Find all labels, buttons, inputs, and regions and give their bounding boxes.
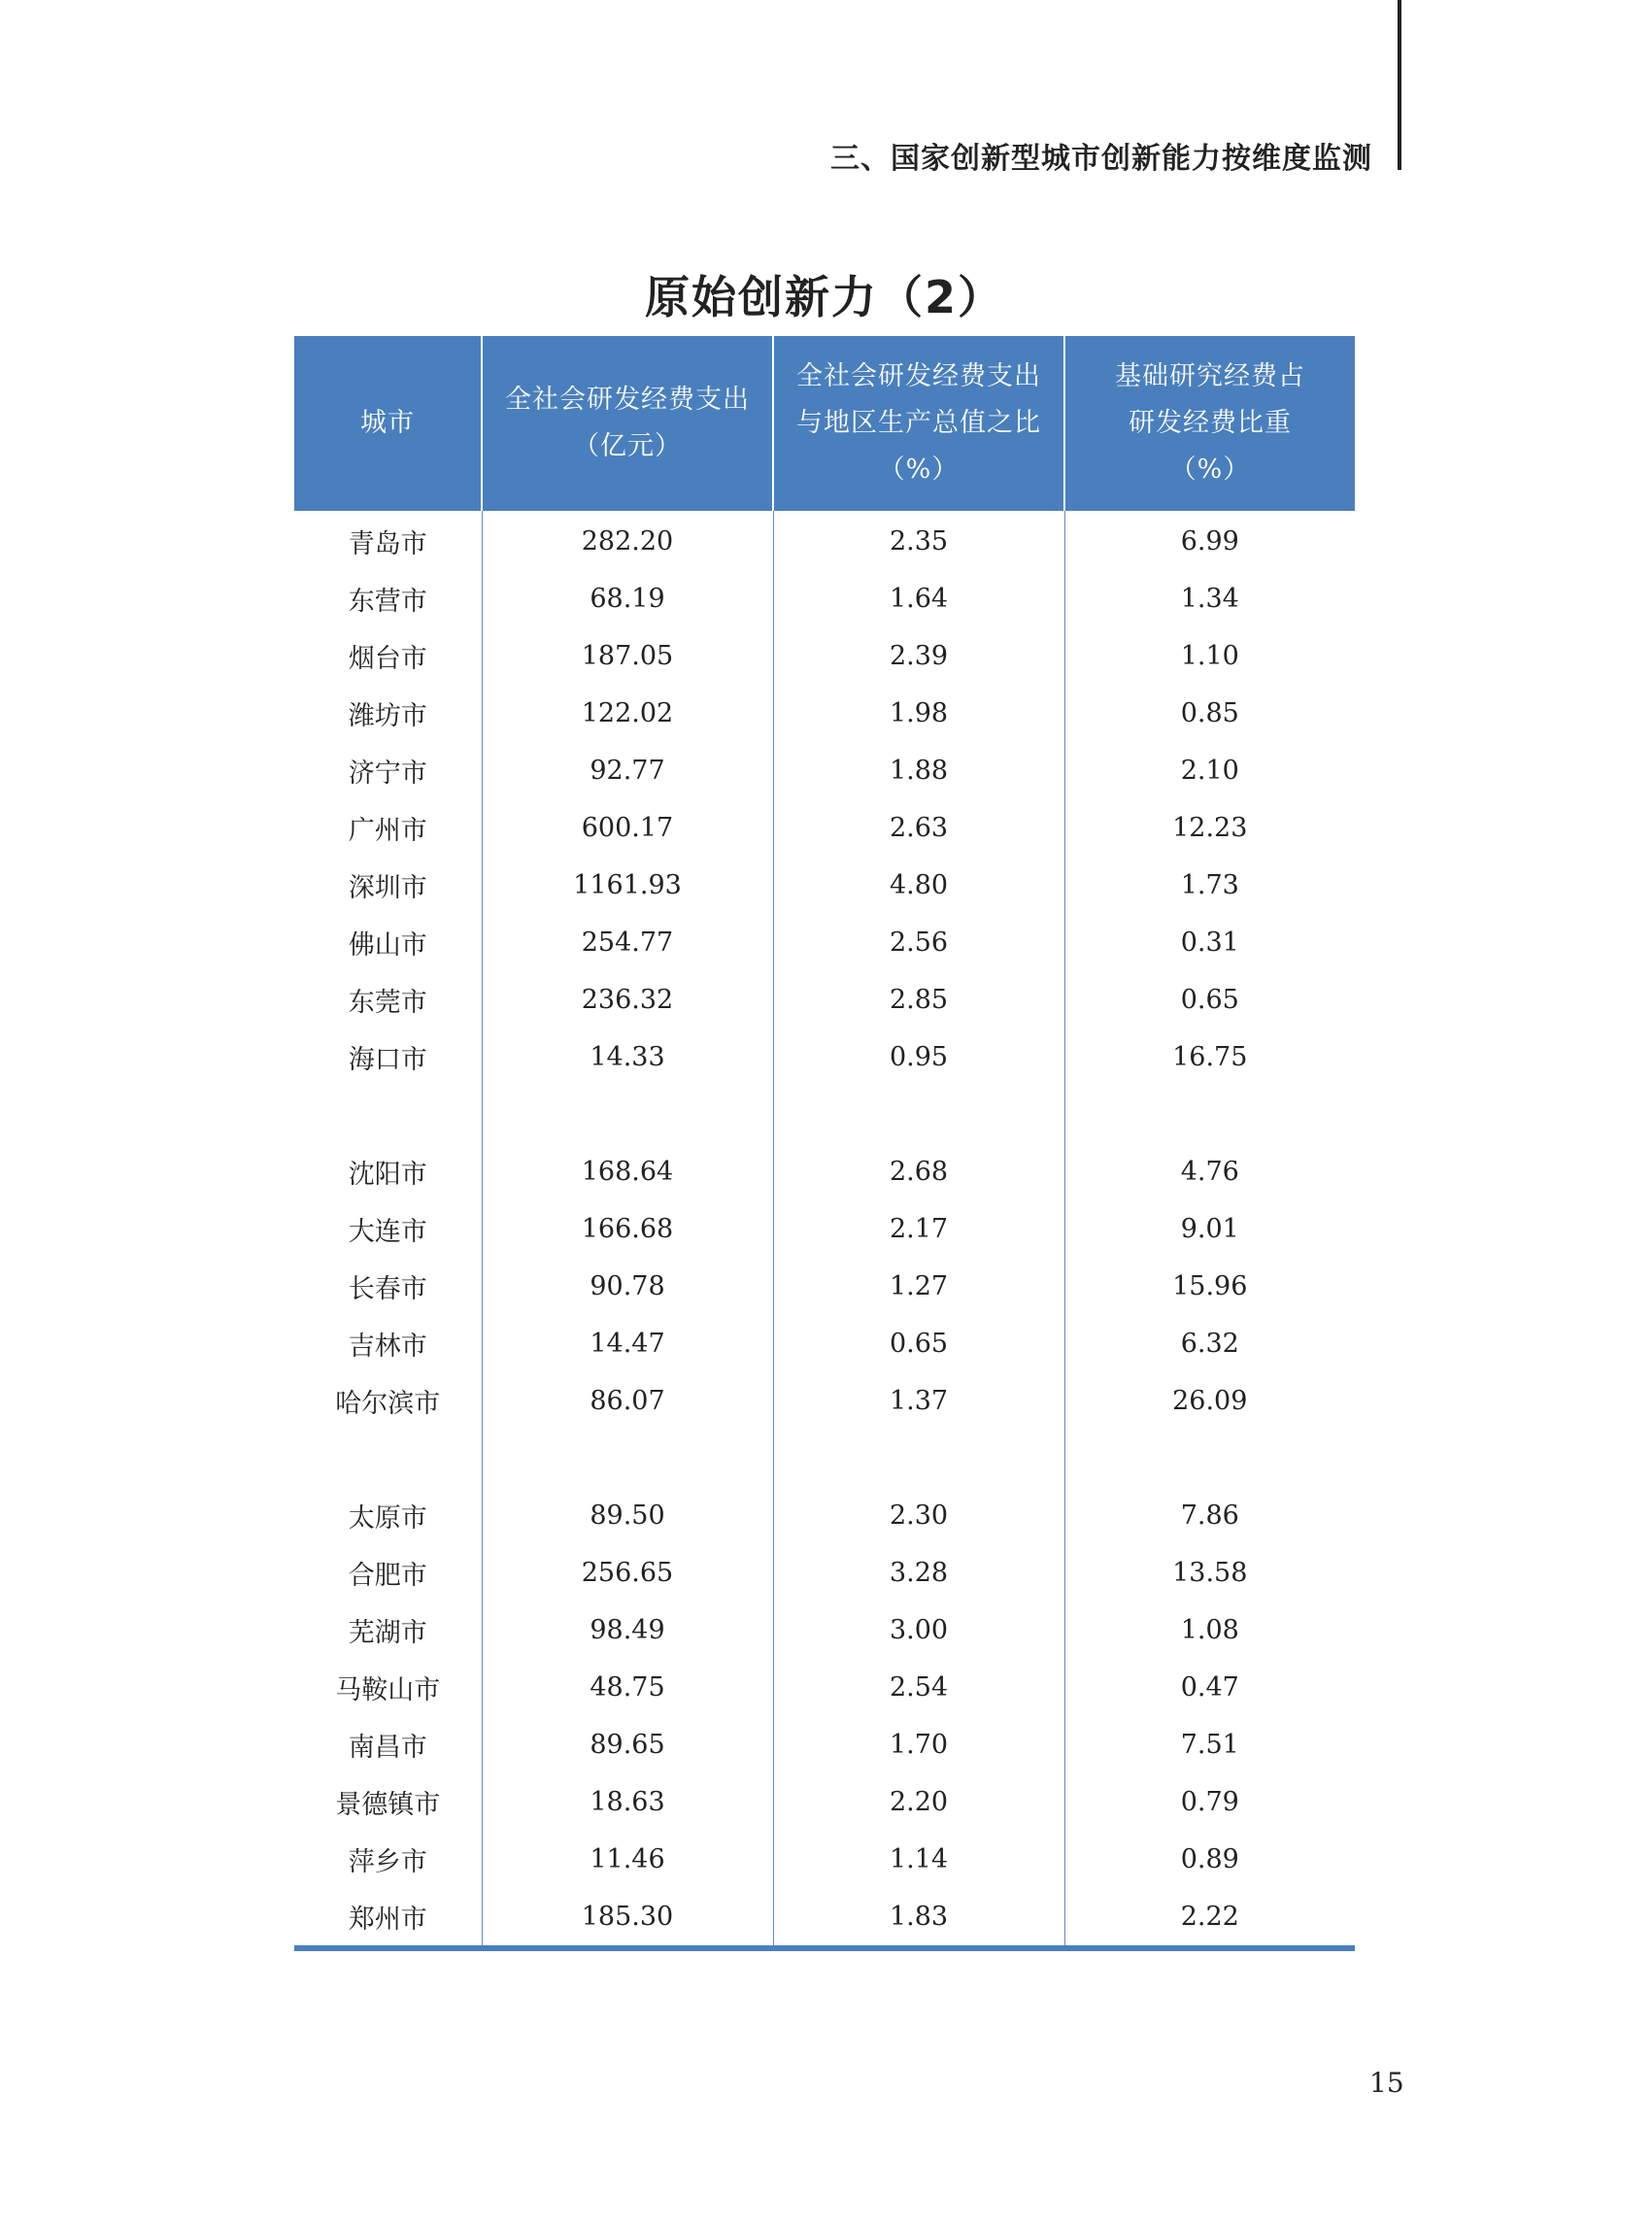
header-line: 全社会研发经费支出 [796,361,1041,391]
cell-rd-gdp-ratio: 1.83 [773,1888,1064,1945]
cell-rd-gdp-ratio: 2.20 [773,1773,1064,1831]
running-header: 三、国家创新型城市创新能力按维度监测 [830,142,1372,176]
cell-city: 南昌市 [348,1733,427,1763]
cell-rd-gdp-ratio: 2.17 [773,1200,1064,1258]
cell-city: 长春市 [348,1274,427,1304]
cell-rd-expenditure: 86.07 [482,1372,773,1430]
page-number: 15 [1369,2067,1404,2099]
cell-city: 萍乡市 [348,1847,427,1877]
header-city [294,336,482,511]
spacer-cell [1064,1430,1355,1487]
table-row [294,627,1355,685]
cell-rd-expenditure: 168.64 [482,1143,773,1200]
cell-rd-expenditure: 48.75 [482,1659,773,1716]
cell-rd-expenditure: 187.05 [482,627,773,685]
table-row [294,971,1355,1029]
cell-city: 郑州市 [348,1905,427,1935]
cell-rd-expenditure: 90.78 [482,1258,773,1315]
cell-rd-expenditure: 18.63 [482,1773,773,1831]
header-line: 全社会研发经费支出 [505,385,750,415]
cell-basic-research-share: 6.32 [1064,1315,1355,1372]
table-row [294,685,1355,742]
cell-city: 哈尔滨市 [335,1389,441,1419]
cell-basic-research-share: 0.31 [1064,914,1355,971]
cell-city: 潍坊市 [348,701,427,731]
table-row [294,1544,1355,1602]
cell-city: 海口市 [348,1045,427,1075]
cell-rd-expenditure: 282.20 [482,511,773,570]
header-rd-expenditure [482,336,773,511]
cell-rd-expenditure: 11.46 [482,1831,773,1888]
cell-basic-research-share: 16.75 [1064,1029,1355,1086]
cell-rd-expenditure: 236.32 [482,971,773,1029]
cell-basic-research-share: 7.51 [1064,1716,1355,1773]
group-spacer-row [294,1430,1355,1487]
cell-rd-gdp-ratio: 1.64 [773,570,1064,627]
cell-rd-expenditure: 14.33 [482,1029,773,1086]
cell-basic-research-share: 6.99 [1064,511,1355,570]
header-line: （%） [878,455,960,485]
cell-rd-expenditure: 254.77 [482,914,773,971]
cell-rd-expenditure: 89.50 [482,1487,773,1544]
cell-rd-gdp-ratio: 2.35 [773,511,1064,570]
cell-rd-gdp-ratio: 2.30 [773,1487,1064,1544]
header-line: （亿元） [573,431,682,461]
table-row [294,914,1355,971]
cell-rd-expenditure: 122.02 [482,685,773,742]
cell-basic-research-share: 1.34 [1064,570,1355,627]
cell-rd-expenditure: 98.49 [482,1602,773,1659]
cell-rd-gdp-ratio: 2.56 [773,914,1064,971]
cell-rd-gdp-ratio: 2.63 [773,799,1064,857]
cell-rd-gdp-ratio: 2.54 [773,1659,1064,1716]
cell-city: 大连市 [348,1217,427,1247]
cell-city: 深圳市 [348,873,427,903]
header-line: 与地区生产总值之比 [796,408,1041,438]
cell-basic-research-share: 2.10 [1064,742,1355,799]
table-row [294,511,1355,570]
table-row [294,1831,1355,1888]
cell-city: 烟台市 [348,644,427,674]
table-row [294,1029,1355,1086]
table-row [294,1773,1355,1831]
cell-city: 沈阳市 [348,1160,427,1190]
cell-basic-research-share: 0.65 [1064,971,1355,1029]
spacer-cell [1064,1086,1355,1143]
cell-basic-research-share: 1.10 [1064,627,1355,685]
cell-city: 东营市 [348,587,427,617]
cell-rd-gdp-ratio: 1.14 [773,1831,1064,1888]
table-row [294,1372,1355,1430]
table-row [294,1487,1355,1544]
cell-rd-expenditure: 600.17 [482,799,773,857]
table-row [294,1143,1355,1200]
table-row [294,1888,1355,1945]
header-line: 城市 [360,408,415,438]
cell-city: 广州市 [348,816,427,846]
cell-city: 太原市 [348,1503,427,1534]
cell-basic-research-share: 1.08 [1064,1602,1355,1659]
table-header-row [294,336,1355,511]
cell-city: 合肥市 [348,1561,427,1591]
spacer-cell [482,1086,773,1143]
cell-rd-expenditure: 14.47 [482,1315,773,1372]
spacer-cell [482,1430,773,1487]
cell-basic-research-share: 12.23 [1064,799,1355,857]
cell-basic-research-share: 0.79 [1064,1773,1355,1831]
cell-rd-expenditure: 185.30 [482,1888,773,1945]
table-row [294,1200,1355,1258]
cell-basic-research-share: 0.85 [1064,685,1355,742]
cell-basic-research-share: 7.86 [1064,1487,1355,1544]
table-bottom-rule [294,1945,1355,1951]
table-body [294,511,1355,1945]
cell-basic-research-share: 0.89 [1064,1831,1355,1888]
cell-basic-research-share: 4.76 [1064,1143,1355,1200]
cell-rd-gdp-ratio: 2.39 [773,627,1064,685]
header-line: 研发经费比重 [1129,408,1292,438]
cell-rd-gdp-ratio: 2.68 [773,1143,1064,1200]
cell-rd-gdp-ratio: 0.95 [773,1029,1064,1086]
cell-city: 济宁市 [348,759,427,789]
cell-rd-gdp-ratio: 3.28 [773,1544,1064,1602]
table-row [294,799,1355,857]
cell-basic-research-share: 13.58 [1064,1544,1355,1602]
header-line: （%） [1169,455,1251,485]
cell-rd-gdp-ratio: 1.88 [773,742,1064,799]
spacer-cell [294,1086,482,1143]
cell-rd-expenditure: 256.65 [482,1544,773,1602]
cell-city: 青岛市 [348,529,427,559]
cell-rd-expenditure: 92.77 [482,742,773,799]
page-title: 原始创新力（2） [644,271,1004,323]
table-header [294,336,1355,511]
cell-city: 马鞍山市 [335,1675,441,1705]
cell-rd-gdp-ratio: 1.27 [773,1258,1064,1315]
cell-rd-gdp-ratio: 0.65 [773,1315,1064,1372]
cell-city: 佛山市 [348,930,427,961]
group-spacer-row [294,1086,1355,1143]
cell-rd-gdp-ratio: 2.85 [773,971,1064,1029]
cell-basic-research-share: 1.73 [1064,857,1355,914]
table-row [294,857,1355,914]
cell-rd-gdp-ratio: 1.98 [773,685,1064,742]
cell-basic-research-share: 2.22 [1064,1888,1355,1945]
cell-rd-gdp-ratio: 1.37 [773,1372,1064,1430]
cell-rd-expenditure: 68.19 [482,570,773,627]
cell-basic-research-share: 26.09 [1064,1372,1355,1430]
cell-rd-expenditure: 89.65 [482,1716,773,1773]
data-table-container [294,336,1355,1951]
header-basic-research-share [1064,336,1355,511]
table-row [294,570,1355,627]
cell-city: 东莞市 [348,988,427,1018]
cell-basic-research-share: 15.96 [1064,1258,1355,1315]
cell-rd-gdp-ratio: 3.00 [773,1602,1064,1659]
cell-basic-research-share: 9.01 [1064,1200,1355,1258]
header-line: 基础研究经费占 [1115,361,1305,391]
cell-city: 芜湖市 [348,1618,427,1648]
table-row [294,742,1355,799]
spacer-cell [773,1086,1064,1143]
header-rd-gdp-ratio [773,336,1064,511]
spacer-cell [294,1430,482,1487]
table-row [294,1602,1355,1659]
cell-rd-gdp-ratio: 1.70 [773,1716,1064,1773]
cell-city: 吉林市 [348,1332,427,1362]
cell-rd-expenditure: 166.68 [482,1200,773,1258]
header-vertical-rule [1398,0,1401,170]
cell-rd-expenditure: 1161.93 [482,857,773,914]
table-row [294,1716,1355,1773]
table-row [294,1315,1355,1372]
cell-rd-gdp-ratio: 4.80 [773,857,1064,914]
table-row [294,1258,1355,1315]
cell-city: 景德镇市 [335,1790,441,1820]
data-table [294,336,1355,1945]
table-row [294,1659,1355,1716]
spacer-cell [773,1430,1064,1487]
cell-basic-research-share: 0.47 [1064,1659,1355,1716]
